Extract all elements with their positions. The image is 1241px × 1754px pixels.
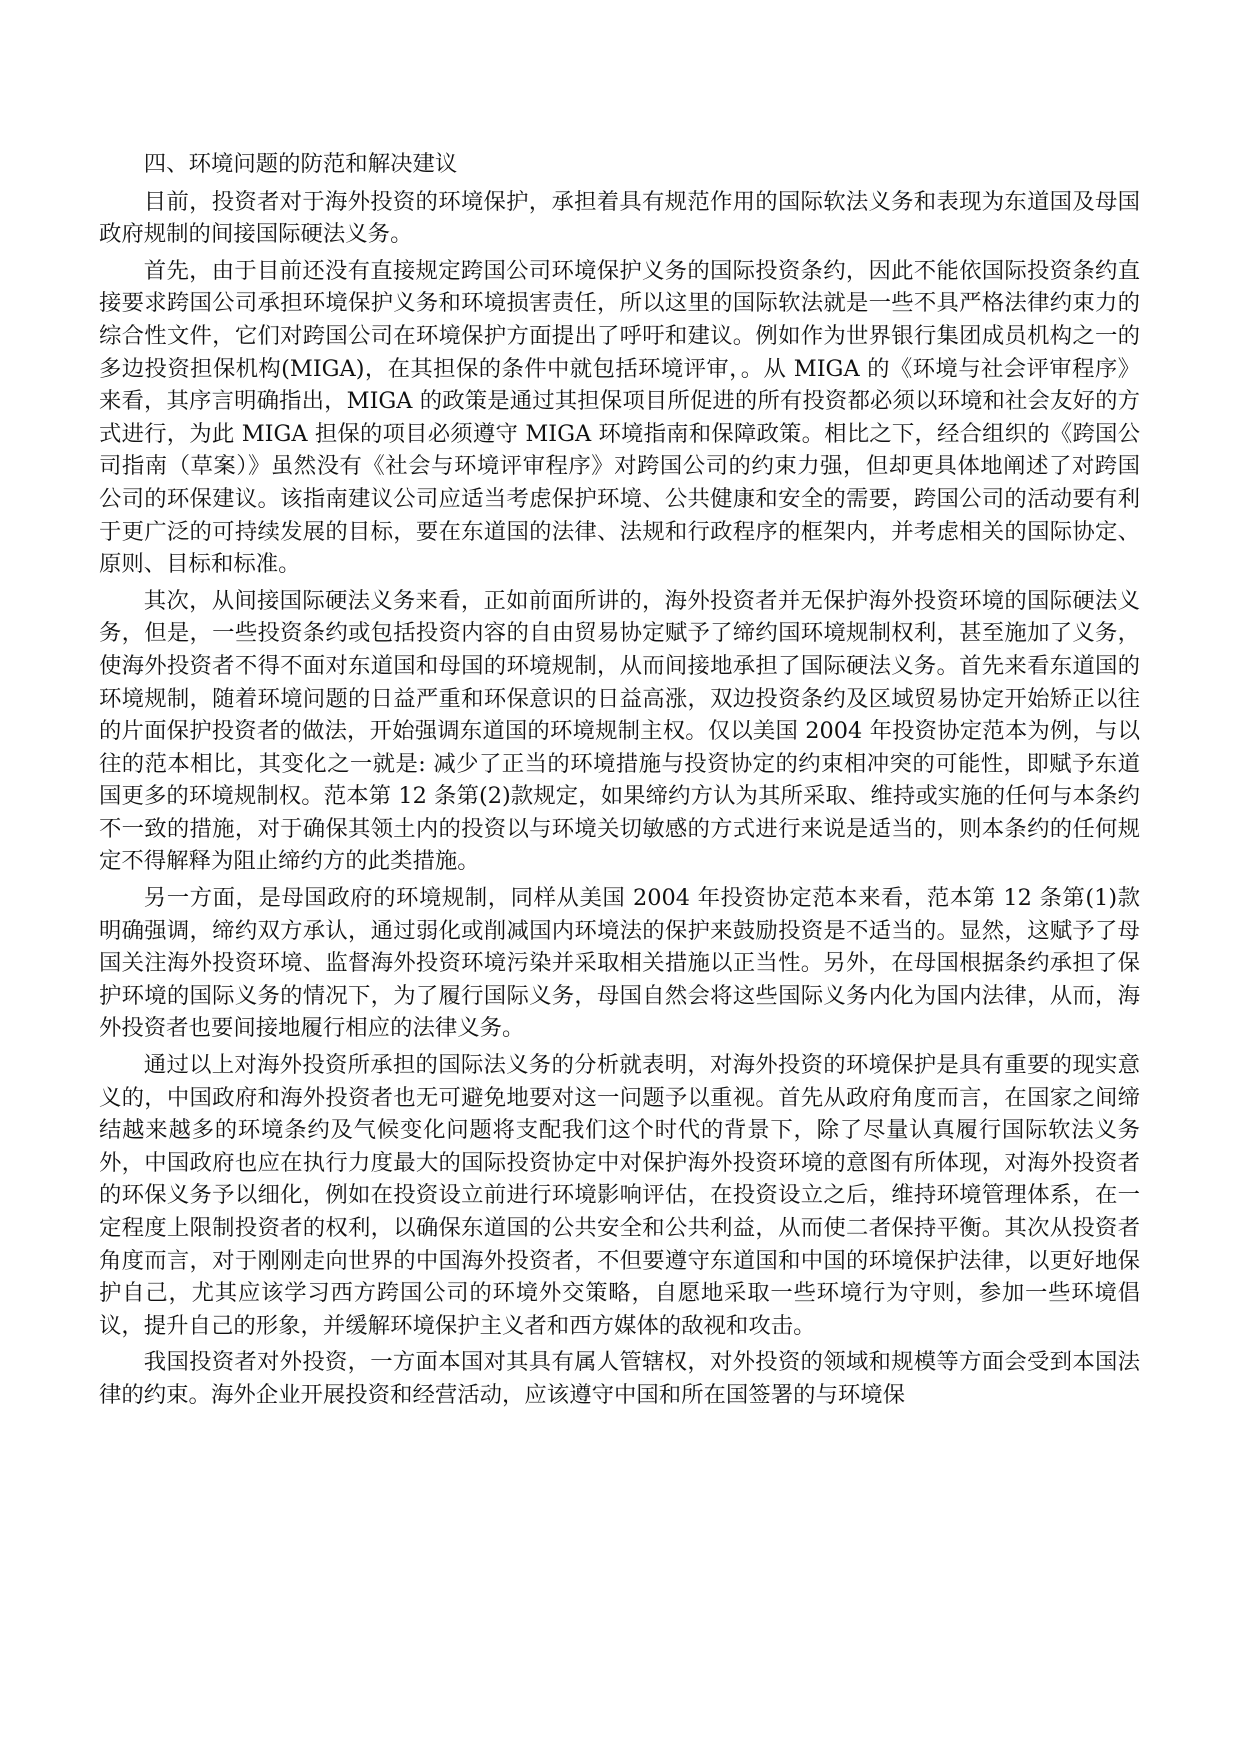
section-heading: 四、环境问题的防范和解决建议 [143,151,458,177]
paragraph: 通过以上对海外投资所承担的国际法义务的分析就表明，对海外投资的环境保护是具有重要的现实意义的，中国政府和海外投资者也无可避免地要对这一问题予以重视。首先从政府角度而言，在国家之间缔结越来越多的环境条约及气候变化问题将支配我们这个时代的背景下，除了尽量认真履行国际软法义务外，中国政府也应在执行力度最大的国际投资协定中对保护海外投资环境的意图有所体现，对海外投资者的环保义务予以细化，例如在投资设立前进行环境影响评估，在投资设立之后，维持环境管理体系，在一定程度上限制投资者的权利，以确保东道国的公共安全和公共利益，从而使二者保持平衡。其次从投资者角度而言，对于刚刚走向世界的中国海外投资者，不但要遵守东道国和中国的环境保护法律，以更好地保护自己，尤其应该学习西方跨国公司的环境外交策略，自愿地采取一些环境行为守则，参加一些环境倡议，提升自己的形象，并缓解环境保护主义者和西方媒体的敌视和攻击。 [99,1052,1140,1339]
paragraph: 目前，投资者对于海外投资的环境保护，承担着具有规范作用的国际软法义务和表现为东道国及母国政府规制的间接国际硬法义务。 [99,188,1140,248]
paragraph: 另一方面，是母国政府的环境规制，同样从美国 2004 年投资协定范本来看，范本第 12 条第(1)款明确强调，缔约双方承认，通过弱化或削减国内环境法的保护来鼓励投资是不适当的。显然，这赋予了母国关注海外投资环境、监督海外投资环境污染并采取相关措施以正当性。另外，在母国根据条约承担了保护环境的国际义务的情况下，为了履行国际义务，母国自然会将这些国际义务内化为国内法律，从而，海外投资者也要间接地履行相应的法律义务。 [99,885,1140,1042]
paragraph: 我国投资者对外投资，一方面本国对其具有属人管辖权，对外投资的领域和规模等方面会受到本国法律的约束。海外企业开展投资和经营活动，应该遵守中国和所在国签署的与环境保 [99,1349,1140,1408]
document-body [99,148,1140,1416]
paragraph: 首先，由于目前还没有直接规定跨国公司环境保护义务的国际投资条约，因此不能依国际投资条约直接要求跨国公司承担环境保护义务和环境损害责任，所以这里的国际软法就是一些不具严格法律约束力的综合性文件，它们对跨国公司在环境保护方面提出了呼吁和建议。例如作为世界银行集团成员机构之一的多边投资担保机构(MIGA)，在其担保的条件中就包括环境评审，。从 MIGA 的《环境与社会评审程序》来看，其序言明确指出，MIGA 的政策是通过其担保项目所促进的所有投资都必须以环境和社会友好的方式进行，为此 MIGA 担保的项目必须遵守 MIGA 环境指南和保障政策。相比之下，经合组织的《跨国公司指南（草案）》虽然没有《社会与环境评审程序》对跨国公司的约束力强，但却更具体地阐述了对跨国公司的环保建议。该指南建议公司应适当考虑保护环境、公共健康和安全的需要，跨国公司的活动要有利于更广泛的可持续发展的目标，要在东道国的法律、法规和行政程序的框架内，并考虑相关的国际协定、原则、目标和标准。 [99,257,1140,578]
paragraph: 其次，从间接国际硬法义务来看，正如前面所讲的，海外投资者并无保护海外投资环境的国际硬法义务，但是，一些投资条约或包括投资内容的自由贸易协定赋予了缔约国环境规制权利，甚至施加了义务，使海外投资者不得不面对东道国和母国的环境规制，从而间接地承担了国际硬法义务。首先来看东道国的环境规制，随着环境问题的日益严重和环保意识的日益高涨，双边投资条约及区域贸易协定开始矫正以往的片面保护投资者的做法，开始强调东道国的环境规制主权。仅以美国 2004 年投资协定范本为例，与以往的范本相比，其变化之一就是: 减少了正当的环境措施与投资协定的约束相冲突的可能性，即赋予东道国更多的环境规制权。范本第 12 条第(2)款规定，如果缔约方认为其所采取、维持或实施的任何与本条约不一致的措施，对于确保其领土内的投资以与环境关切敏感的方式进行来说是适当的，则本条约的任何规定不得解释为阻止缔约方的此类措施。 [99,587,1140,875]
